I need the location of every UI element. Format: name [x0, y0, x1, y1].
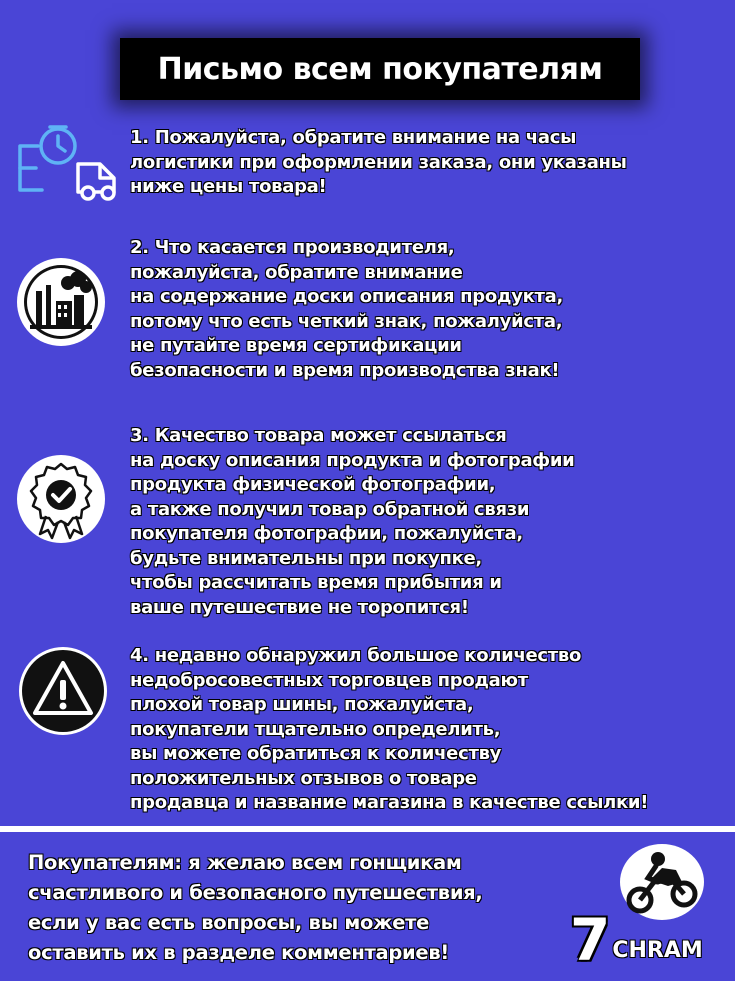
warning-triangle-icon: [18, 646, 108, 736]
item-2-line: безопасности и время производства знак!: [130, 359, 560, 381]
item-3-line: покупателя фотографии, пожалуйста,: [130, 523, 523, 544]
item-3-text: [130, 424, 575, 620]
item-3-line: будьте внимательны при покупке,: [130, 547, 482, 569]
item-3-line: на доску описания продукта и фотографии: [130, 449, 575, 471]
item-2-line: 2. Что касается производителя,: [130, 237, 455, 258]
item-1-line: ниже цены товара!: [130, 176, 327, 197]
footer-line: оставить их в разделе комментариев!: [28, 941, 449, 964]
footer-line: счастливого и безопасного путешествия,: [28, 881, 483, 904]
item-4-text: [130, 644, 648, 816]
page-title: Письмо всем покупателям: [120, 38, 640, 100]
item-3-line: а также получил товар обратной связи: [130, 498, 530, 520]
item-2-line: потому что есть четкий знак, пожалуйста,: [130, 310, 563, 332]
item-1-line: логистики при оформлении заказа, они указаны: [130, 151, 627, 173]
footer-message: [28, 848, 483, 968]
item-4-line: покупатели тщательно определить,: [130, 718, 501, 740]
quality-badge-check-icon: [16, 454, 106, 544]
item-2-line: не путайте время сертификации: [130, 335, 462, 356]
item-4-line: недобросовестных торговцев продают: [130, 669, 528, 691]
brand-name: CHRAM: [612, 938, 703, 963]
item-3-line: продукта физической фотографии,: [130, 474, 496, 495]
item-4-line: положительных отзывов о товаре: [130, 767, 477, 789]
footer-line: Покупателям: я желаю всем гонщикам: [28, 851, 462, 874]
item-2-line: на содержание доски описания продукта,: [130, 286, 564, 307]
item-3-line: 3. Качество товара может ссылаться: [130, 425, 507, 446]
item-3-line: ваше путешествие не торопится!: [130, 596, 469, 618]
item-2-text: [130, 236, 563, 383]
item-1-line: 1. Пожалуйста, обратите внимание на часы: [130, 127, 577, 148]
item-1-text: [130, 126, 627, 200]
delivery-truck-clock-icon: [14, 122, 124, 202]
item-4-line: продавца и название магазина в качестве ссылки!: [130, 792, 649, 813]
brand-logo: [570, 905, 703, 974]
footer-line: если у вас есть вопросы, вы можете: [28, 911, 430, 934]
item-4-line: вы можете обратиться к количеству: [130, 743, 502, 764]
item-2-line: пожалуйста, обратите внимание: [130, 261, 463, 283]
brand-number: 7: [570, 906, 611, 974]
footer-divider: [0, 826, 735, 832]
item-4-line: плохой товар шины, пожалуйста,: [130, 694, 474, 715]
item-4-line: 4. недавно обнаружил большое количество: [130, 645, 582, 666]
item-3-line: чтобы рассчитать время прибытия и: [130, 572, 502, 593]
factory-icon: [16, 257, 106, 347]
